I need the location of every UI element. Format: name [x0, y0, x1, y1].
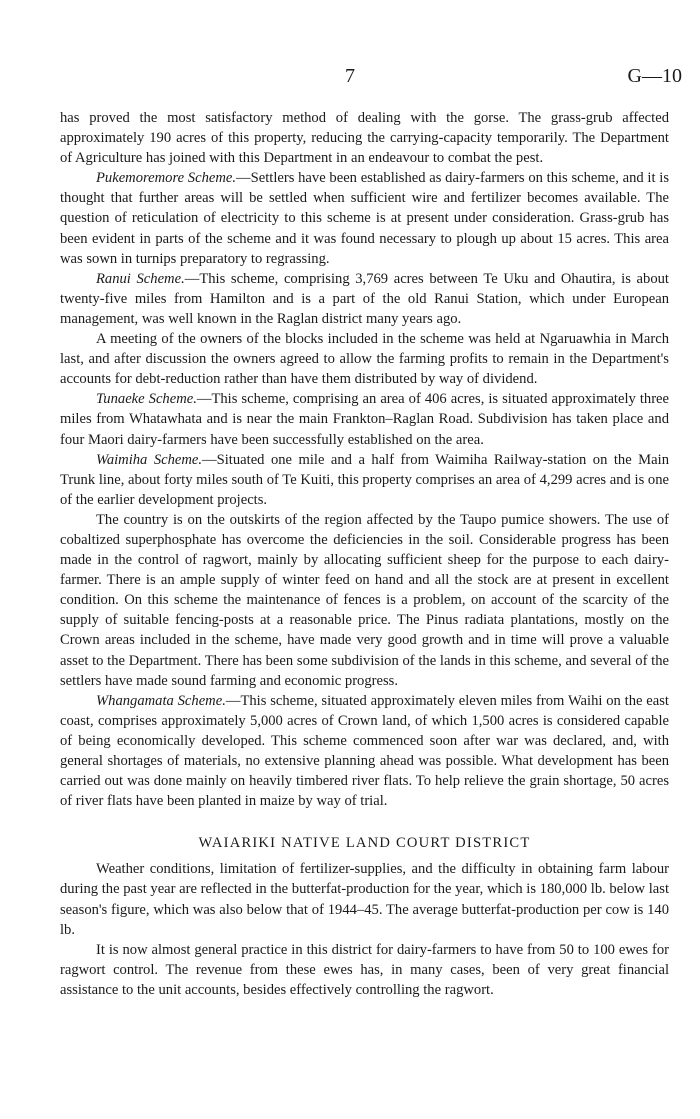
paragraph [60, 940, 669, 1000]
scheme-heading: Whangamata Scheme. [96, 692, 226, 709]
document-reference: G—10 [627, 65, 682, 87]
paragraph-text: —This scheme, situated approximately eleven miles from Waihi on the east coast, comprises approximately 5,000 acres of Crown land, of which 1,500 acres is considered capable of being economically developed. This scheme commenced soon after war was declared, and, with general shortages of materials, no extensive planning ahead was possible. What development has been carried out was done mainly on heavily timbered river flats. To help relieve the grain shortage, 50 acres of river flats have been planted in maize by way of trial. [60, 692, 669, 810]
scheme-heading: Pukemoremore Scheme. [96, 170, 237, 187]
section-paragraph-list [60, 859, 669, 1000]
paragraph-text: —This scheme, comprising an area of 406 acres, is situated approximately three miles from Whatawhata and is near the main Frankton–Raglan Road. Subdivision has taken place and four Maori dairy-farmers have been successfully established on the area. [60, 391, 670, 448]
paragraph [60, 510, 669, 691]
paragraph-text: has proved the most satisfactory method of dealing with the gorse. The grass-grub affected approximately 190 acres of this property, reducing the carrying-capacity temporarily. The Department of Agriculture has joined with this Department in an endeavour to combat the pest. [60, 110, 669, 167]
scheme-heading: Ranui Scheme. [96, 270, 185, 287]
paragraph [60, 450, 669, 510]
paragraph-text: It is now almost general practice in this district for dairy-farmers to have from 50 to 100 ewes for ragwort control. The revenue from these ewes has, in many cases, been of very great financial assistance to the unit accounts, besides effectively controlling the ragwort. [60, 941, 669, 998]
paragraph-text: —Situated one mile and a half from Waimiha Railway-station on the Main Trunk line, about forty miles south of Te Kuiti, this property comprises an area of 4,299 acres and is one of the earlier development projects. [60, 451, 669, 508]
paragraph [60, 108, 669, 168]
paragraph [60, 168, 669, 268]
page-number: 7 [345, 65, 355, 87]
paragraph [60, 691, 669, 812]
scheme-heading: Tunaeke Scheme. [96, 391, 197, 408]
scheme-heading: Waimiha Scheme. [96, 451, 203, 468]
paragraph [60, 329, 669, 389]
paragraph-text: —Settlers have been established as dairy-farmers on this scheme, and it is thought that further areas will be settled when sufficient wire and fertilizer becomes available. The question of reticulation of electricity to this scheme is at present under consideration. Grass-grub has been evident in parts of the scheme and it was found necessary to plough up about 15 acres. This area was sown in turnips preparatory to regrassing. [60, 170, 670, 267]
paragraph [60, 859, 669, 939]
paragraph-text: The country is on the outskirts of the region affected by the Taupo pumice showers. The use of cobaltized superphosphate has overcome the deficiencies in the soil. Considerable progress has been made in the control of ragwort, mainly by allocating sufficient sheep for the purpose to each dairy-farmer. There is an ample supply of winter feed on hand and all the stock are at present in excellent condition. On this scheme the maintenance of fences is a problem, on account of the scarcity of the supply of suitable fencing-posts at a reasonable price. The Pinus radiata plantations, mostly on the Crown areas included in the scheme, have made very good growth and in time will prove a valuable asset to the Department. There has been some subdivision of the lands in this scheme, and several of the settlers have made sound farming and economic progress. [60, 511, 669, 689]
paragraph-text: A meeting of the owners of the blocks included in the scheme was held at Ngaruawhia in March last, and after discussion the owners agreed to allow the farming profits to remain in the Department's accounts for debt-reduction rather than have them distributed by way of dividend. [60, 331, 669, 388]
paragraph-text: —This scheme, comprising 3,769 acres between Te Uku and Ohautira, is about twenty-five miles from Hamilton and is a part of the old Ranui Station, which under European management, was well known in the Raglan district many years ago. [60, 270, 669, 327]
section-heading: WAIARIKI NATIVE LAND COURT DISTRICT [198, 835, 531, 852]
paragraph [60, 269, 669, 329]
paragraph-text: Weather conditions, limitation of fertilizer-supplies, and the difficulty in obtaining farm labour during the past year are reflected in the butterfat-production for the year, which is 180,000 lb. below last season's figure, which was also below that of 1944–45. The average butterfat-production per cow is 140 lb. [60, 861, 669, 938]
page-body [60, 108, 669, 1000]
paragraph [60, 389, 669, 449]
paragraph-list [60, 108, 669, 811]
